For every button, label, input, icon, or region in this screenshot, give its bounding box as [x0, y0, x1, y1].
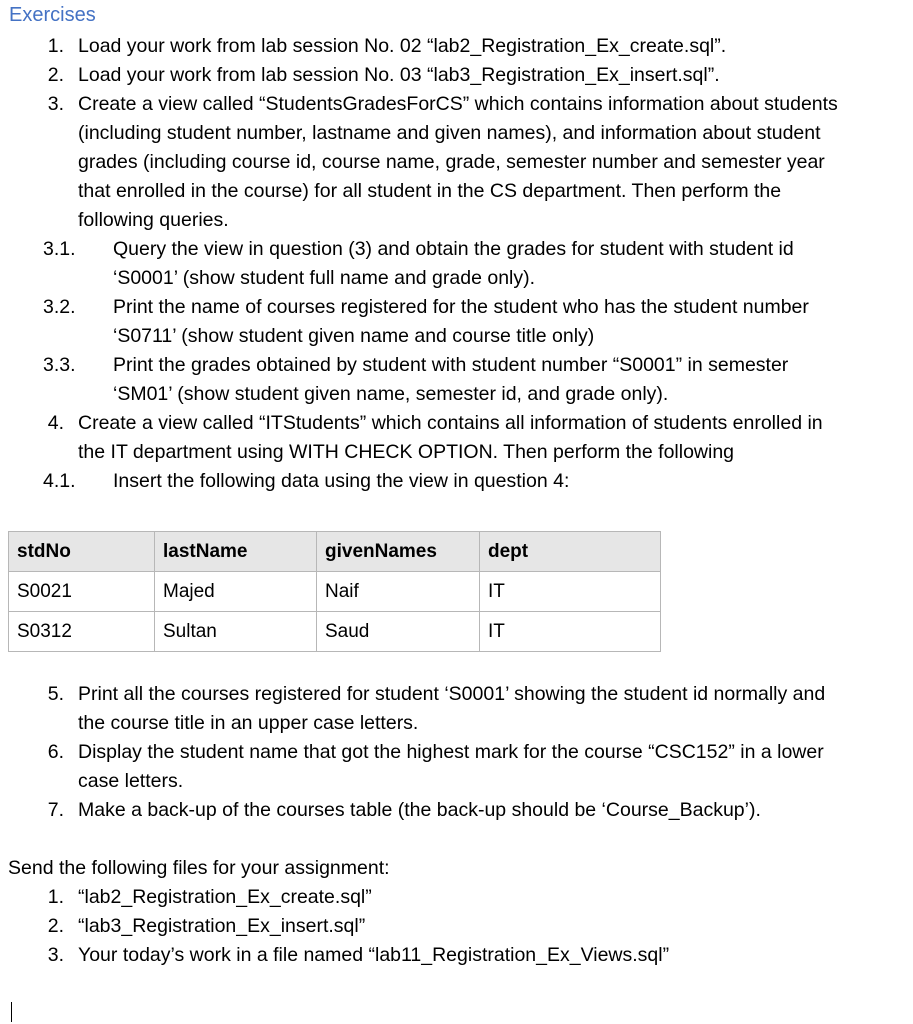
item-number: 4. [47, 412, 64, 434]
item-text [113, 351, 788, 409]
text-line: Query the view in question (3) and obtain the grades for student with student id [113, 238, 794, 260]
item-text [78, 32, 726, 61]
item-number: 4.1. [43, 470, 76, 492]
text-line: Load your work from lab session No. 03 “lab3_Registration_Ex_insert.sql”. [78, 64, 720, 86]
item-number: 3.3. [43, 354, 76, 376]
item-text [78, 61, 720, 90]
text-line: Print the name of courses registered for the student who has the student number [113, 296, 809, 318]
table-cell: Majed [155, 572, 317, 612]
item-number: 3. [47, 93, 64, 115]
item-text [78, 738, 824, 796]
table-cell: S0312 [9, 612, 155, 652]
table-cell: IT [480, 612, 661, 652]
heading-exercises: Exercises [9, 4, 96, 26]
table-cell: IT [480, 572, 661, 612]
item-text: “lab2_Registration_Ex_create.sql” [78, 886, 372, 908]
item-text [78, 90, 838, 235]
text-line: that enrolled in the course) for all student in the CS department. Then perform the [78, 180, 782, 202]
text-line: Create a view called “ITStudents” which contains all information of students enrolled in [78, 412, 823, 434]
text-line: ‘SM01’ (show student given name, semester id, and grade only). [113, 383, 669, 405]
item-number: 2. [47, 64, 64, 86]
table-header-row [9, 532, 661, 572]
item-text: Your today’s work in a file named “lab11_Registration_Ex_Views.sql” [78, 944, 670, 966]
table-cell: S0021 [9, 572, 155, 612]
text-line: grades (including course id, course name, grade, semester number and semester year [78, 151, 825, 173]
text-line: ‘S0001’ (show student full name and grade only). [113, 267, 536, 289]
text-line: Display the student name that got the highest mark for the course “CSC152” in a lower [78, 741, 824, 763]
item-number: 3.1. [43, 238, 76, 260]
item-number: 3. [47, 944, 64, 966]
column-header-lastname: lastName [155, 532, 317, 572]
item-number: 1. [47, 886, 64, 908]
text-line: Print all the courses registered for student ‘S0001’ showing the student id normally and [78, 683, 826, 705]
item-text [113, 293, 809, 351]
item-number: 5. [47, 683, 64, 705]
table-cell: Sultan [155, 612, 317, 652]
item-number: 6. [47, 741, 64, 763]
item-text: “lab3_Registration_Ex_insert.sql” [78, 915, 366, 937]
text-line: ‘S0711’ (show student given name and course title only) [113, 325, 595, 347]
item-text [78, 409, 823, 467]
item-text [78, 680, 825, 738]
text-line: Insert the following data using the view in question 4: [113, 470, 570, 492]
text-line: Load your work from lab session No. 02 “lab2_Registration_Ex_create.sql”. [78, 35, 727, 57]
text-line: the IT department using WITH CHECK OPTION. Then perform the following [78, 441, 735, 463]
text-line: Make a back-up of the courses table (the back-up should be ‘Course_Backup’). [78, 799, 761, 821]
table-cell: Saud [317, 612, 480, 652]
text-line: (including student number, lastname and given names), and information about student [78, 122, 821, 144]
item-text [113, 467, 569, 496]
text-cursor[interactable] [11, 1002, 12, 1022]
item-text [78, 796, 761, 825]
item-number: 2. [47, 915, 64, 937]
text-line: case letters. [78, 770, 184, 792]
text-line: Create a view called “StudentsGradesForCS” which contains information about students [78, 93, 838, 115]
column-header-stdno: stdNo [9, 532, 155, 572]
table-cell: Naif [317, 572, 480, 612]
item-text [113, 235, 794, 293]
item-number: 7. [47, 799, 64, 821]
column-header-dept: dept [480, 532, 661, 572]
text-line: Print the grades obtained by student with student number “S0001” in semester [113, 354, 789, 376]
send-files-intro: Send the following files for your assignment: [8, 857, 390, 879]
table-row [9, 572, 661, 612]
column-header-givennames: givenNames [317, 532, 480, 572]
text-line: the course title in an upper case letters. [78, 712, 419, 734]
item-number: 1. [47, 35, 64, 57]
students-data-table [8, 531, 661, 652]
table-row [9, 612, 661, 652]
text-line: following queries. [78, 209, 229, 231]
item-number: 3.2. [43, 296, 76, 318]
